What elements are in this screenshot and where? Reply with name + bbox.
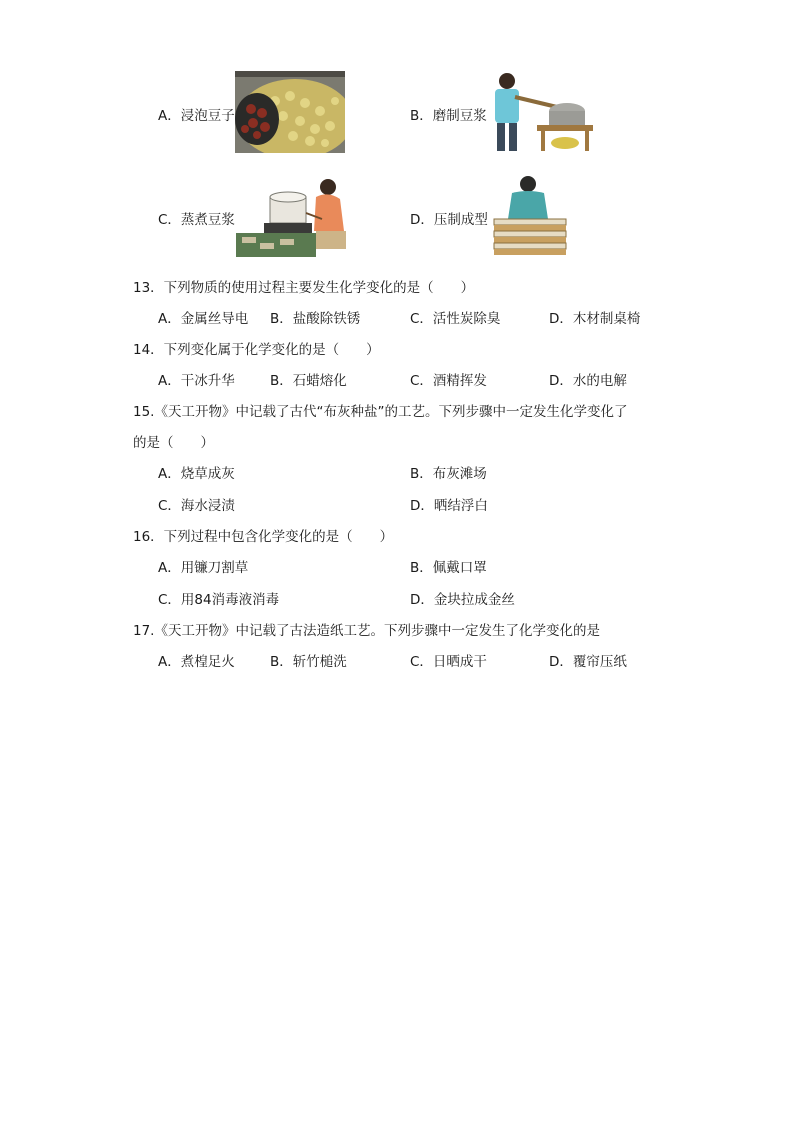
q13-option-c: C．活性炭除臭 xyxy=(410,311,501,327)
q14-option-b: B．石蜡熔化 xyxy=(270,373,347,389)
q14-option-a: A．干冰升华 xyxy=(158,373,235,389)
q13-stem: 13．下列物质的使用过程主要发生化学变化的是（ ） xyxy=(133,280,475,296)
q16-option-b: B．佩戴口罩 xyxy=(410,560,487,576)
soaking-beans-image xyxy=(235,71,345,153)
q17-option-a: A．煮楻足火 xyxy=(158,654,235,670)
q13-option-d: D．木材制桌椅 xyxy=(549,311,641,327)
q16-option-a: A．用镰刀割草 xyxy=(158,560,249,576)
q14-stem: 14．下列变化属于化学变化的是（ ） xyxy=(133,342,380,358)
q12-option-b: B．磨制豆浆 xyxy=(410,108,487,124)
q16-stem: 16．下列过程中包含化学变化的是（ ） xyxy=(133,529,394,545)
grinding-soymilk-image xyxy=(487,71,595,153)
q15-stem-line1: 15.《天工开物》中记载了古代“布灰种盐”的工艺。下列步骤中一定发生化学变化了 xyxy=(133,404,628,420)
q13-option-b: B．盐酸除铁锈 xyxy=(270,311,361,327)
q15-stem-line2: 的是（ ） xyxy=(133,435,214,451)
q13-option-a: A．金属丝导电 xyxy=(158,311,249,327)
q17-option-b: B．斩竹槌洗 xyxy=(270,654,347,670)
q12-option-d: D．压制成型 xyxy=(410,212,488,228)
pressing-tofu-image xyxy=(490,175,568,257)
q17-option-d: D．覆帘压纸 xyxy=(549,654,627,670)
q14-option-c: C．酒精挥发 xyxy=(410,373,487,389)
q12-option-a: A．浸泡豆子 xyxy=(158,108,235,124)
q17-option-c: C．日晒成干 xyxy=(410,654,487,670)
q16-option-d: D．金块拉成金丝 xyxy=(410,592,515,608)
q12-option-c: C．蒸煮豆浆 xyxy=(158,212,235,228)
q15-option-a: A．烧草成灰 xyxy=(158,466,235,482)
q15-option-d: D．晒结浮白 xyxy=(410,498,488,514)
q17-stem: 17.《天工开物》中记载了古法造纸工艺。下列步骤中一定发生了化学变化的是 xyxy=(133,623,600,639)
q16-option-c: C．用84消毒液消毒 xyxy=(158,592,280,608)
q15-option-c: C．海水浸渍 xyxy=(158,498,235,514)
q15-option-b: B．布灰滩场 xyxy=(410,466,487,482)
q14-option-d: D．水的电解 xyxy=(549,373,627,389)
steaming-soymilk-image xyxy=(236,173,350,257)
